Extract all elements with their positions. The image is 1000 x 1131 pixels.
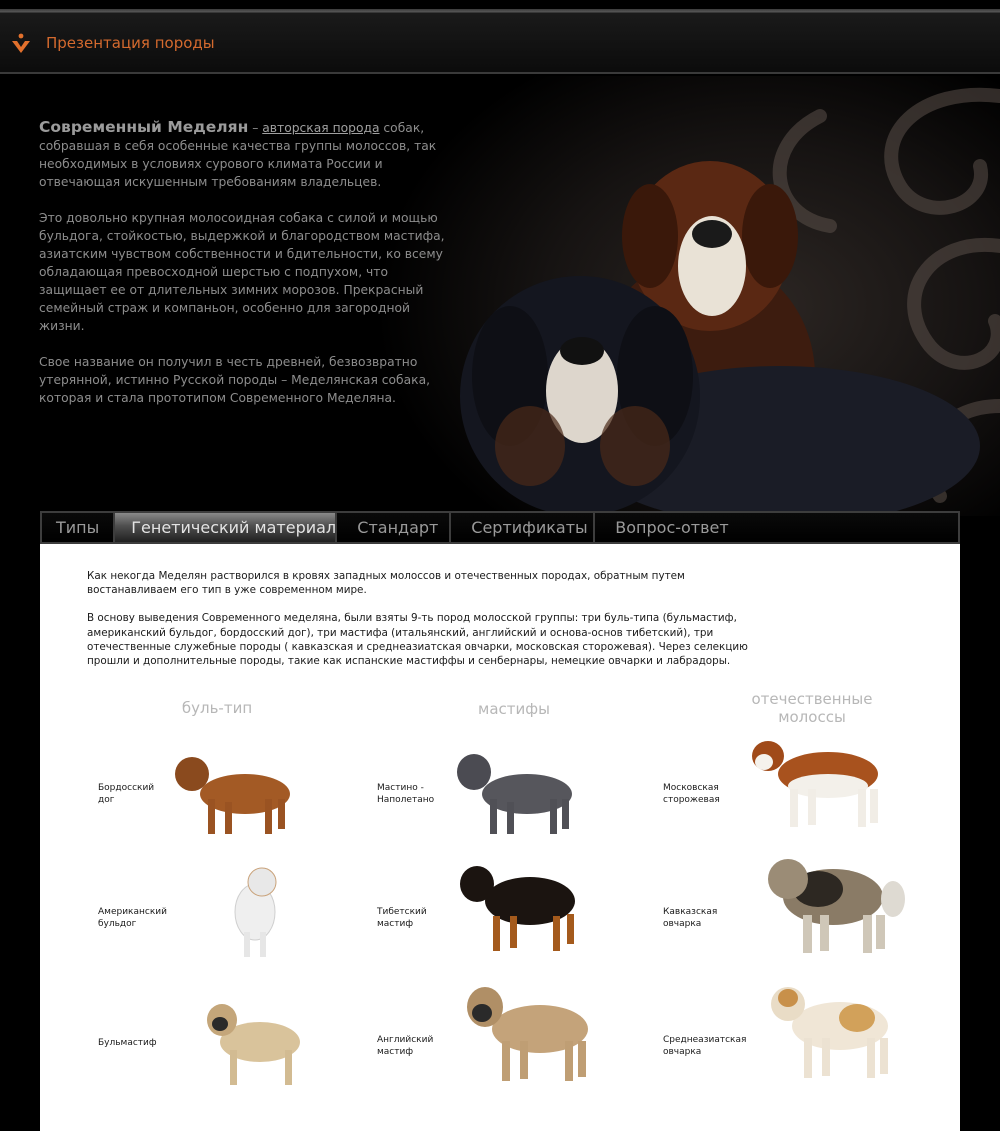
bordeaux-dog-image <box>170 744 300 844</box>
intro-dash: – <box>248 121 263 135</box>
tab-types[interactable]: Типы <box>42 513 115 542</box>
breed-label-moscow-watchdog: Московская сторожевая <box>663 783 720 805</box>
intro-paragraph-1-rest: собак, собравшая в себя особенные качества группы молоссов, так необходимых в условиях сурового климата России и отвечающая искушенным требованиям владельцев. <box>39 121 437 189</box>
breed-label-bordeaux: Бордосский дог <box>98 783 155 805</box>
caucasian-shepherd-image <box>758 849 908 959</box>
orange-arrow-icon <box>11 33 31 55</box>
hero-dogs-image <box>420 146 980 516</box>
breed-label-caucasian: Кавказская овчарка <box>663 907 718 929</box>
breed-label-american-bulldog: Американский бульдог <box>98 907 167 929</box>
breed-name: Современный Меделян <box>39 118 249 136</box>
tab-standard[interactable]: Стандарт <box>337 513 451 542</box>
breed-label-bullmastiff: Бульмастиф <box>98 1038 157 1048</box>
content-panel <box>40 544 960 1131</box>
breed-label-central-asian: Среднеазиатская овчарка <box>663 1035 747 1057</box>
breed-label-english-mastiff: Английский мастиф <box>377 1035 434 1057</box>
english-mastiff-image <box>460 979 600 1089</box>
author-breed-link[interactable]: авторская порода <box>262 121 380 135</box>
group-title-bull: буль-тип <box>181 699 253 717</box>
american-bulldog-image <box>220 862 290 962</box>
tibetan-mastiff-image <box>455 856 585 956</box>
hero-section <box>0 76 1000 516</box>
intro-paragraph-3: Свое название он получил в честь древней, безвозвратно утерянной, истинно Русской породы – Меделянская собака, которая и стала прототипом Современного Меделяна. <box>39 355 431 405</box>
central-asian-shepherd-image <box>762 976 902 1086</box>
moscow-watchdog-image <box>748 734 898 834</box>
tab-faq[interactable]: Вопрос-ответ <box>615 518 729 537</box>
content-paragraph-2: В основу выведения Современного меделяна, были взяты 9-ть пород молосской группы: три буль-типа (бульмастиф, американский бульдог, бордосский дог), три мастифа (итальянский, английский и основа-основ тибетский), три отечественные служебные породы ( кавказская и среднеазиатская овчарки, московская сторожевая). Через селекцию прошли и дополнительные породы, такие как испанские мастиффы и сенбернары, немецкие овчарки и лабрадоры. <box>87 612 748 668</box>
intro-text <box>39 118 449 425</box>
group-title-mastiffs: мастифы <box>478 700 550 718</box>
page-title: Презентация породы <box>46 34 215 52</box>
tab-bar <box>40 511 960 544</box>
tab-certificates[interactable]: Сертификаты <box>451 513 595 542</box>
intro-paragraph-2: Это довольно крупная молосоидная собака с силой и мощью бульдога, стойкостью, выдержкой и благородством мастифа, азиатским чувством собственности и бдительности, ко всему обладающая превосходной шерстью с подпухом, что защищает ее от длительных зимних морозов. Прекрасный семейный страж и компаньон, особенно для загородной жизни. <box>39 211 445 333</box>
breed-label-neapolitan: Мастино - Наполетано <box>377 783 435 805</box>
tab-genetic-material[interactable]: Генетический материал <box>115 513 337 542</box>
neapolitan-mastiff-image <box>452 744 582 844</box>
content-paragraph-1: Как некогда Меделян растворился в кровях западных молоссов и отечественных породах, обратным путем востанавливаем его тип в уже современном мире. <box>87 570 685 597</box>
top-header <box>0 0 1000 74</box>
group-title-native: отечественные молоссы <box>751 690 873 726</box>
breed-label-tibetan: Тибетский мастиф <box>377 907 427 929</box>
bullmastiff-image <box>200 992 310 1092</box>
intro-paragraph-1 <box>39 118 449 191</box>
content-text <box>87 569 767 682</box>
